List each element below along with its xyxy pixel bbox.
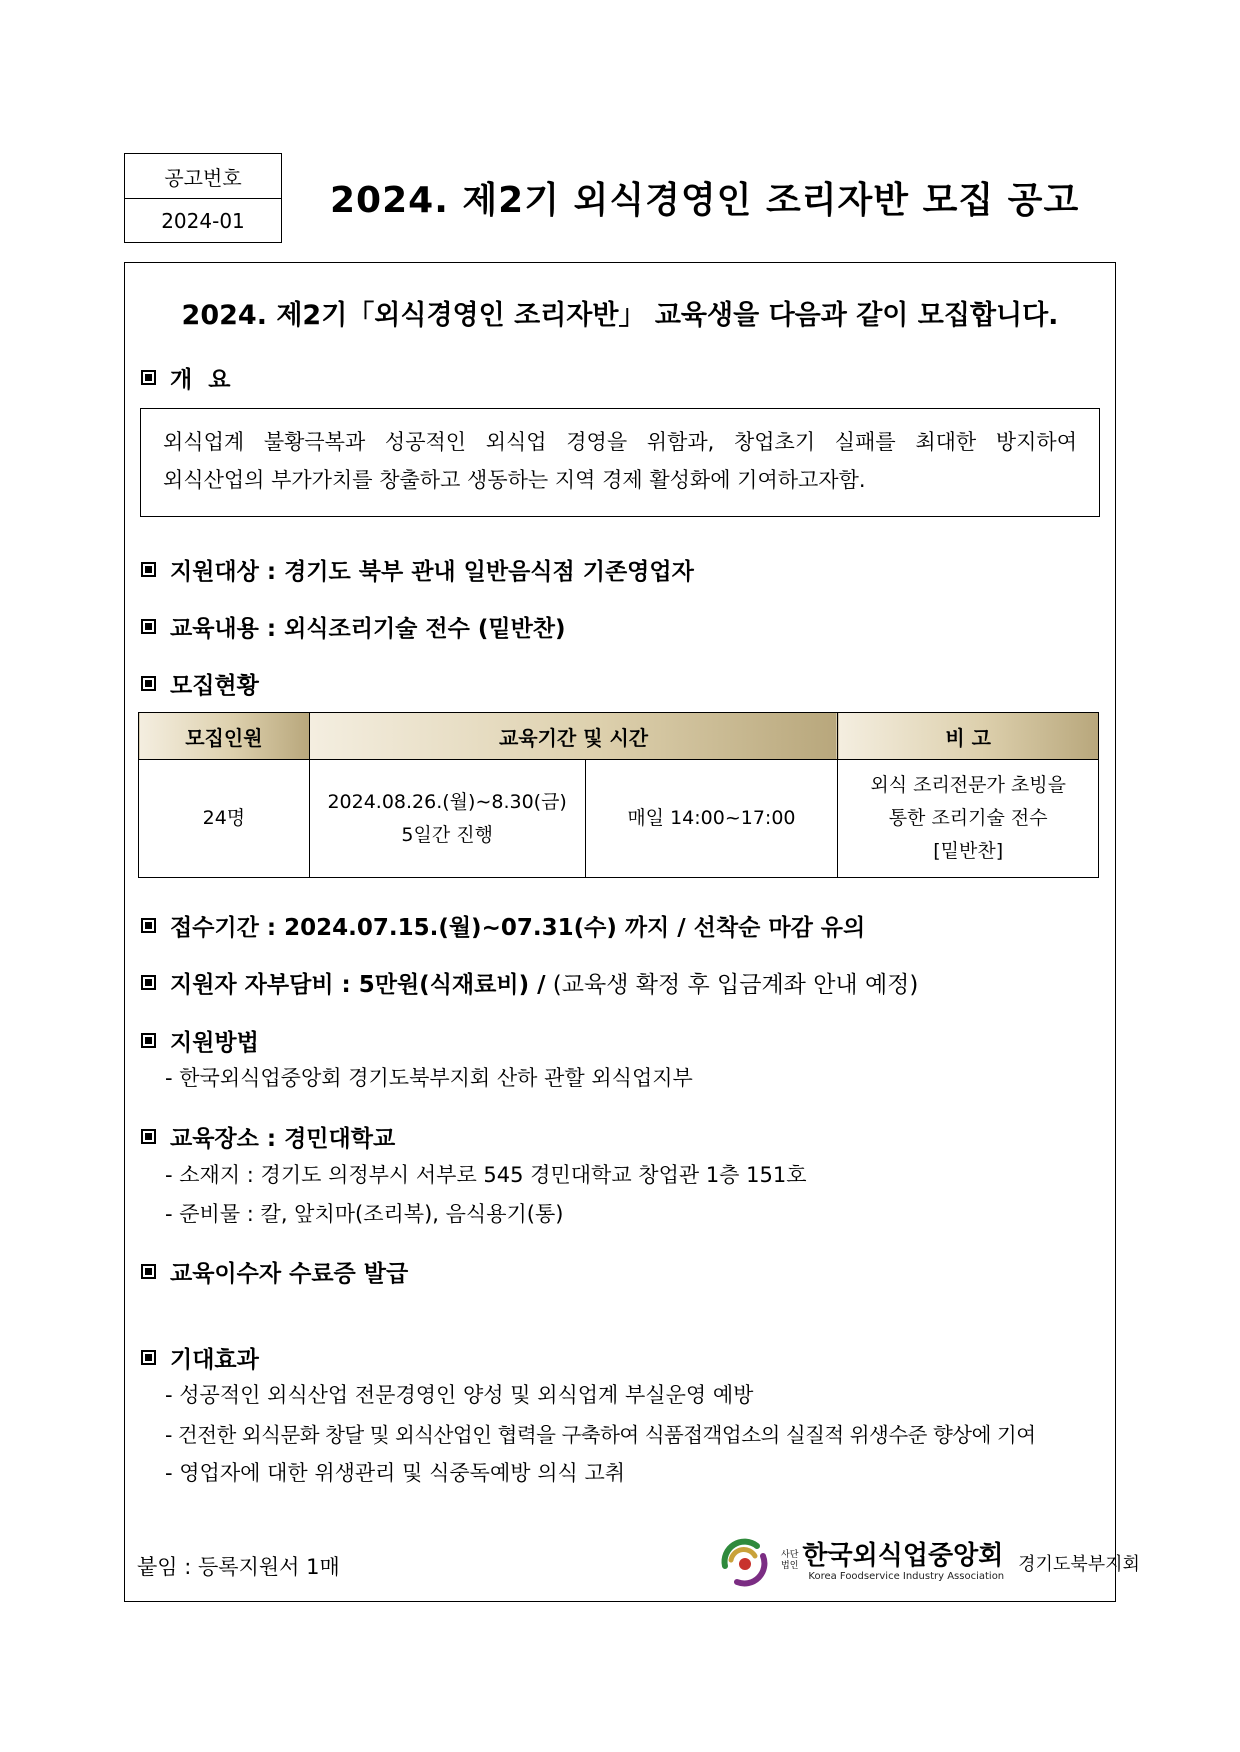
attachment-note: 붙임 : 등록지원서 1매 <box>137 1555 340 1579</box>
square-bullet-icon <box>141 676 156 691</box>
logo-english-name: Korea Foodservice Industry Association <box>808 1570 1005 1582</box>
section-reception <box>141 909 865 942</box>
section-certificate <box>141 1255 408 1288</box>
section-status <box>141 667 259 700</box>
effects-heading: 기대효과 <box>170 1347 259 1373</box>
venue-heading: 교육장소 : 경민대학교 <box>170 1126 396 1152</box>
square-bullet-icon <box>141 1350 156 1365</box>
cell-period <box>309 760 585 878</box>
reception-text: 접수기간 : 2024.07.15.(월)~07.31(수) 까지 / 선착순 마감 유의 <box>170 915 866 941</box>
period-days: 5일간 진행 <box>401 823 493 846</box>
logo-corporate-mark <box>781 1550 798 1572</box>
header-count: 모집인원 <box>139 713 310 760</box>
cell-count: 24명 <box>139 760 310 878</box>
square-bullet-icon <box>141 975 156 990</box>
announcement-body <box>124 262 1140 1602</box>
cell-time: 매일 14:00~17:00 <box>585 760 838 878</box>
status-heading: 모집현황 <box>170 673 259 699</box>
notice-number-label: 공고번호 <box>125 154 281 199</box>
logo-small-text: 사단 법인 <box>781 1550 799 1571</box>
section-content <box>141 610 566 643</box>
section-fee <box>141 966 918 999</box>
effects-item: - 건전한 외식문화 창달 및 외식산업인 협력을 구축하여 식품접객업소의 실질적 위생수준 향상에 기여 <box>165 1423 1036 1447</box>
section-venue <box>141 1120 395 1153</box>
association-logo <box>717 1533 1140 1589</box>
fee-note: (교육생 확정 후 입금계좌 안내 예정) <box>545 972 919 998</box>
overview-box <box>140 408 1100 517</box>
period-dates: 2024.08.26.(월)∼8.30(금) <box>327 790 567 813</box>
square-bullet-icon <box>141 918 156 933</box>
recruitment-table <box>138 712 1099 878</box>
overview-line: 외식산업의 부가가치를 창출하고 생동하는 지역 경제 활성화에 기여하고자함. <box>163 468 866 492</box>
cell-note <box>838 760 1099 878</box>
logo-korean-name: 한국외식업중앙회 <box>802 1540 1004 1571</box>
section-effects <box>141 1341 259 1374</box>
square-bullet-icon <box>141 619 156 634</box>
table-header-row <box>139 713 1099 760</box>
square-bullet-icon <box>141 562 156 577</box>
table-row <box>139 760 1099 878</box>
notice-number-value: 2024-01 <box>161 209 245 233</box>
notice-number-box <box>124 153 282 243</box>
certificate-text: 교육이수자 수료증 발급 <box>170 1261 409 1287</box>
effects-item: - 성공적인 외식산업 전문경영인 양성 및 외식업계 부실운영 예방 <box>165 1383 754 1407</box>
header-period: 교육기간 및 시간 <box>309 713 838 760</box>
association-emblem-icon <box>717 1534 771 1588</box>
square-bullet-icon <box>141 1033 156 1048</box>
header-note: 비 고 <box>838 713 1099 760</box>
method-item: - 한국외식업중앙회 경기도북부지회 산하 관할 외식업지부 <box>165 1066 693 1090</box>
overview-line: 외식업계 불황극복과 성공적인 외식업 경영을 위함과, 창업초기 실패를 최대한 방지하여 <box>163 430 1077 454</box>
venue-address: - 소재지 : 경기도 의정부시 서부로 545 경민대학교 창업관 1층 151호 <box>165 1163 807 1187</box>
square-bullet-icon <box>141 370 156 385</box>
overview-heading: 개 요 <box>170 367 231 393</box>
document-title: 2024. 제2기 외식경영인 조리자반 모집 공고 <box>330 180 1080 221</box>
note-line: 통한 조리기술 전수 <box>888 807 1048 829</box>
section-target <box>141 553 694 586</box>
fee-text: 지원자 자부담비 : 5만원(식재료비) / <box>170 972 546 998</box>
square-bullet-icon <box>141 1264 156 1279</box>
logo-branch-name: 경기도북부지회 <box>1018 1554 1140 1575</box>
venue-supplies: - 준비물 : 칼, 앞치마(조리복), 음식용기(통) <box>165 1202 564 1226</box>
section-overview <box>141 361 230 394</box>
note-line: 외식 조리전문가 초빙을 <box>870 774 1066 796</box>
square-bullet-icon <box>141 1129 156 1144</box>
content-text: 교육내용 : 외식조리기술 전수 (밑반찬) <box>170 616 566 642</box>
effects-item: - 영업자에 대한 위생관리 및 식중독예방 의식 고취 <box>165 1461 626 1485</box>
method-heading: 지원방법 <box>170 1030 259 1056</box>
note-line: [밑반찬] <box>933 840 1004 862</box>
section-method <box>141 1024 259 1057</box>
target-text: 지원대상 : 경기도 북부 관내 일반음식점 기존영업자 <box>170 559 694 585</box>
headline: 2024. 제2기「외식경영인 조리자반」 교육생을 다음과 같이 모집합니다. <box>181 300 1059 331</box>
